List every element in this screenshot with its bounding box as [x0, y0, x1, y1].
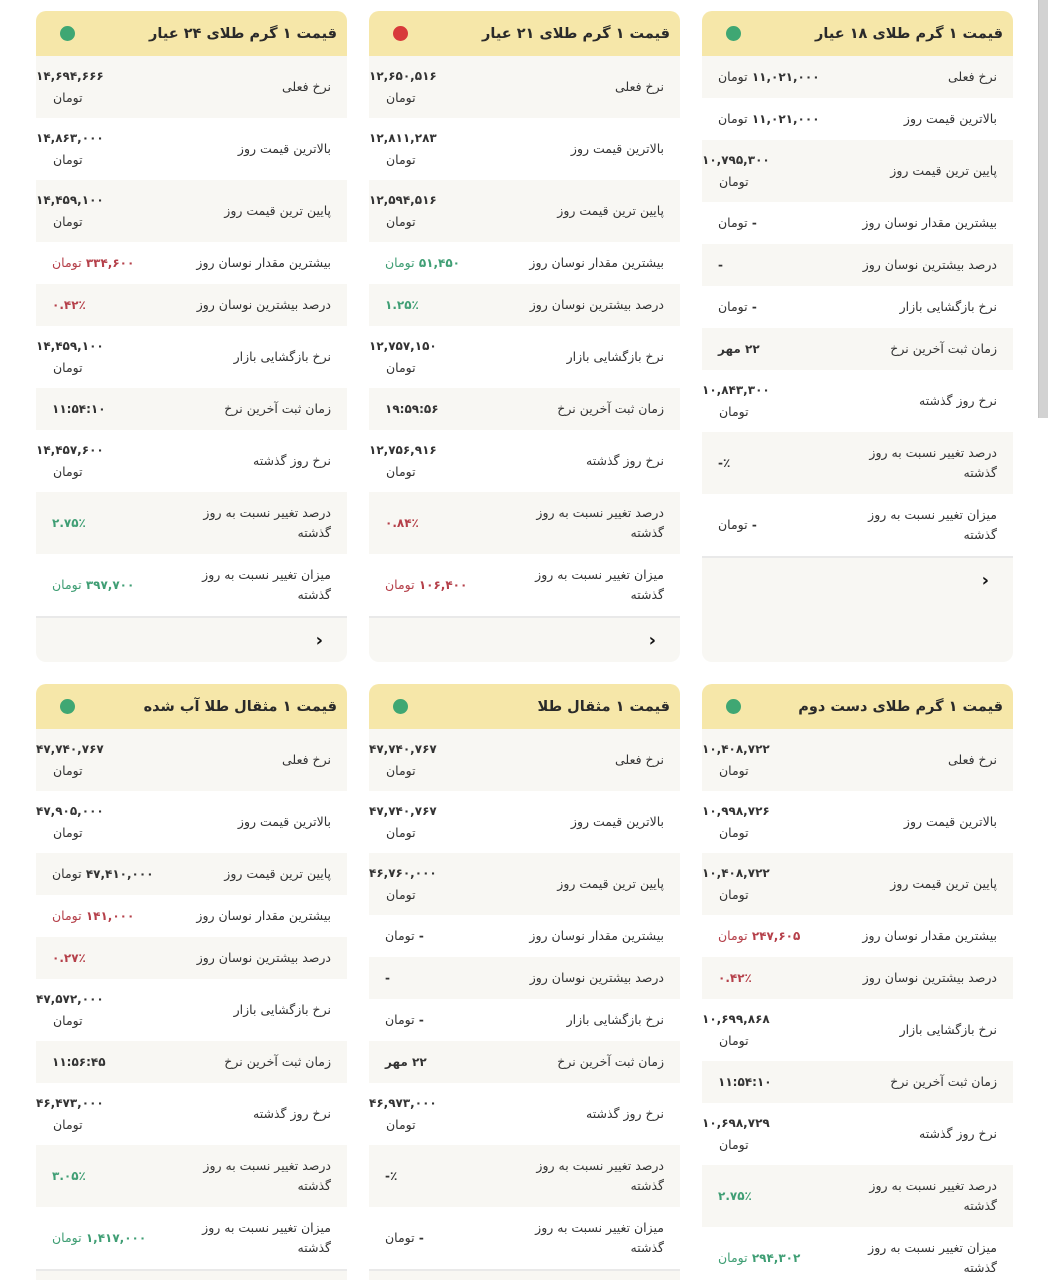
- row-label: میزان تغییر نسبت به روز گذشته: [535, 1220, 664, 1255]
- row-label: نرخ روز گذشته: [919, 393, 997, 408]
- row-value: ۴۷,۷۴۰,۷۶۷ تومان: [369, 742, 437, 778]
- row-max-fluctuation-percent: [369, 284, 680, 326]
- row-label: زمان ثبت آخرین نرخ: [224, 401, 331, 416]
- row-value: ۰.۲۷٪: [52, 950, 86, 965]
- row-market-open-rate: [36, 326, 347, 388]
- row-label: میزان تغییر نسبت به روز گذشته: [202, 567, 331, 602]
- row-label: نرخ روز گذشته: [586, 453, 664, 468]
- row-value: ۱۰,۴۰۸,۷۲۲ تومان: [702, 866, 770, 902]
- row-value: ۱۲,۷۵۷,۱۵۰ تومان: [369, 339, 437, 375]
- row-label: نرخ فعلی: [615, 752, 664, 767]
- row-label: پایین ترین قیمت روز: [557, 876, 664, 891]
- card-title: قیمت ۱ مثقال طلا: [537, 698, 670, 715]
- row-change-percent: [702, 1165, 1013, 1227]
- row-previous-day-rate: [702, 370, 1013, 432]
- gold-second-hand-card: [702, 684, 1013, 1280]
- row-label: نرخ بازگشایی بازار: [566, 1012, 664, 1027]
- row-label: بالاترین قیمت روز: [237, 814, 331, 829]
- row-label: درصد بیشترین نوسان روز: [196, 297, 331, 312]
- card-title: قیمت ۱ مثقال طلا آب شده: [143, 698, 337, 715]
- row-market-open-rate: [702, 999, 1013, 1061]
- row-current-rate: [369, 56, 680, 118]
- row-value: ۰.۸۴٪: [385, 515, 419, 530]
- row-label: پایین ترین قیمت روز: [890, 876, 997, 891]
- row-value: ۱۲,۸۱۱,۲۸۳ تومان: [369, 131, 437, 167]
- row-max-fluctuation-percent: [36, 937, 347, 979]
- row-label: نرخ فعلی: [615, 79, 664, 94]
- row-last-update-time: [702, 1061, 1013, 1103]
- row-label: زمان ثبت آخرین نرخ: [890, 341, 997, 356]
- row-label: درصد بیشترین نوسان روز: [529, 970, 664, 985]
- card-footer: [369, 616, 680, 662]
- row-label: پایین ترین قیمت روز: [224, 203, 331, 218]
- row-max-fluctuation: [369, 242, 680, 284]
- row-label: درصد تغییر نسبت به روز گذشته: [536, 1158, 664, 1193]
- row-label: میزان تغییر نسبت به روز گذشته: [868, 1240, 997, 1275]
- row-value: ۱۰,۹۹۸,۷۲۶ تومان: [702, 804, 770, 840]
- row-label: نرخ روز گذشته: [253, 1106, 331, 1121]
- row-label: پایین ترین قیمت روز: [557, 203, 664, 218]
- chevron-left-icon[interactable]: ‹: [315, 629, 323, 651]
- row-change-percent: [702, 432, 1013, 494]
- row-label: بالاترین قیمت روز: [570, 141, 664, 156]
- row-value: ۴۷,۴۱۰,۰۰۰ تومان: [52, 866, 154, 881]
- row-value: ۲۲ مهر: [385, 1054, 427, 1069]
- row-change-amount: [36, 554, 347, 616]
- row-value: - تومان: [385, 1012, 424, 1027]
- row-value: ۱۱,۰۲۱,۰۰۰ تومان: [718, 111, 820, 126]
- row-max-fluctuation: [36, 895, 347, 937]
- row-value: ۱۴۱,۰۰۰ تومان: [52, 908, 135, 923]
- page-scrollbar[interactable]: [1038, 0, 1048, 418]
- row-change-percent: [369, 492, 680, 554]
- row-day-low: [369, 180, 680, 242]
- row-value: ۱۴,۴۵۹,۱۰۰ تومان: [36, 339, 104, 375]
- row-value: ۱۰,۶۹۹,۸۶۸ تومان: [702, 1012, 770, 1048]
- gold-18k-card: [702, 11, 1013, 662]
- row-max-fluctuation-percent: [36, 284, 347, 326]
- row-value: - تومان: [718, 517, 757, 532]
- row-value: ۱۱:۵۶:۴۵: [52, 1054, 106, 1069]
- row-label: بالاترین قیمت روز: [903, 111, 997, 126]
- gold-24k-card: [36, 11, 347, 662]
- card-footer: [36, 1269, 347, 1280]
- row-day-high: [36, 118, 347, 180]
- row-max-fluctuation-percent: [702, 244, 1013, 286]
- row-value: ٪-: [385, 1168, 398, 1183]
- row-value: ۱۰۶,۴۰۰ تومان: [385, 577, 468, 592]
- row-day-low: [702, 140, 1013, 202]
- row-current-rate: [702, 729, 1013, 791]
- row-market-open-rate: [369, 326, 680, 388]
- row-day-high: [702, 98, 1013, 140]
- row-max-fluctuation: [369, 915, 680, 957]
- row-day-high: [369, 118, 680, 180]
- row-value: ۴۶,۴۷۳,۰۰۰ تومان: [36, 1096, 104, 1132]
- row-change-percent: [36, 492, 347, 554]
- row-value: ۰.۴۲٪: [718, 970, 752, 985]
- row-value: ۱۰,۷۹۵,۳۰۰ تومان: [702, 153, 770, 189]
- row-max-fluctuation-percent: [702, 957, 1013, 999]
- row-label: زمان ثبت آخرین نرخ: [557, 401, 664, 416]
- card-footer: [702, 556, 1013, 662]
- row-value: ۴۶,۹۷۳,۰۰۰ تومان: [369, 1096, 437, 1132]
- card-header: [36, 684, 347, 729]
- row-value: ۱.۲۵٪: [385, 297, 419, 312]
- row-value: ٪-: [718, 455, 731, 470]
- row-label: نرخ فعلی: [282, 752, 331, 767]
- row-label: بالاترین قیمت روز: [570, 814, 664, 829]
- row-label: نرخ روز گذشته: [919, 1126, 997, 1141]
- row-value: ۱۴,۸۶۳,۰۰۰ تومان: [36, 131, 104, 167]
- row-label: درصد تغییر نسبت به روز گذشته: [536, 505, 664, 540]
- row-current-rate: [36, 56, 347, 118]
- row-label: زمان ثبت آخرین نرخ: [224, 1054, 331, 1069]
- row-label: نرخ بازگشایی بازار: [899, 1022, 997, 1037]
- row-last-update-time: [36, 1041, 347, 1083]
- card-title: قیمت ۱ گرم طلای ۱۸ عیار: [815, 25, 1003, 42]
- row-label: بیشترین مقدار نوسان روز: [529, 255, 664, 270]
- row-value: ۱۲,۶۵۰,۵۱۶ تومان: [369, 69, 437, 105]
- row-day-high: [702, 791, 1013, 853]
- row-previous-day-rate: [36, 1083, 347, 1145]
- chevron-left-icon[interactable]: ‹: [981, 570, 989, 591]
- row-value: ۱۴,۴۵۷,۶۰۰ تومان: [36, 443, 104, 479]
- row-previous-day-rate: [702, 1103, 1013, 1165]
- row-value: ۴۷,۷۴۰,۷۶۷ تومان: [369, 804, 437, 840]
- row-last-update-time: [369, 388, 680, 430]
- row-label: درصد تغییر نسبت به روز گذشته: [203, 1158, 331, 1193]
- row-value: ۲۹۴,۳۰۲ تومان: [718, 1250, 801, 1265]
- row-market-open-rate: [702, 286, 1013, 328]
- row-day-low: [702, 853, 1013, 915]
- row-day-low: [369, 853, 680, 915]
- row-value: ۲۴۷,۶۰۵ تومان: [718, 928, 801, 943]
- row-label: درصد بیشترین نوسان روز: [196, 950, 331, 965]
- card-header: [702, 11, 1013, 56]
- row-day-low: [36, 180, 347, 242]
- status-dot-icon: [726, 26, 741, 41]
- row-value: ۴۷,۷۴۰,۷۶۷ تومان: [36, 742, 104, 778]
- row-previous-day-rate: [369, 430, 680, 492]
- row-last-update-time: [702, 328, 1013, 370]
- row-change-percent: [369, 1145, 680, 1207]
- row-change-amount: [702, 1227, 1013, 1280]
- row-value: ۱۴,۶۹۴,۶۶۶ تومان: [36, 69, 104, 105]
- row-value: ۵۱,۴۵۰ تومان: [385, 255, 460, 270]
- gold-mesghal-melted-card: [36, 684, 347, 1280]
- row-value: - تومان: [385, 928, 424, 943]
- row-value: ۱۰,۴۰۸,۷۲۲ تومان: [702, 742, 770, 778]
- row-value: - تومان: [718, 215, 757, 230]
- row-value: ۴۶,۷۶۰,۰۰۰ تومان: [369, 866, 437, 902]
- row-label: میزان تغییر نسبت به روز گذشته: [868, 507, 997, 542]
- chevron-left-icon[interactable]: ‹: [648, 629, 656, 651]
- gold-mesghal-card: [369, 684, 680, 1280]
- row-label: بالاترین قیمت روز: [237, 141, 331, 156]
- row-label: درصد تغییر نسبت به روز گذشته: [869, 445, 997, 480]
- row-label: بیشترین مقدار نوسان روز: [862, 215, 997, 230]
- row-last-update-time: [369, 1041, 680, 1083]
- row-value: ۲۲ مهر: [718, 341, 760, 356]
- row-label: بیشترین مقدار نوسان روز: [862, 928, 997, 943]
- row-day-low: [36, 853, 347, 895]
- row-label: درصد تغییر نسبت به روز گذشته: [203, 505, 331, 540]
- row-label: نرخ بازگشایی بازار: [899, 299, 997, 314]
- row-label: نرخ فعلی: [282, 79, 331, 94]
- row-label: بیشترین مقدار نوسان روز: [196, 255, 331, 270]
- card-title: قیمت ۱ گرم طلای ۲۱ عیار: [482, 25, 670, 42]
- row-label: درصد بیشترین نوسان روز: [862, 257, 997, 272]
- row-value: -: [385, 970, 390, 985]
- row-value: ۱۰,۶۹۸,۷۲۹ تومان: [702, 1116, 770, 1152]
- row-day-high: [369, 791, 680, 853]
- row-label: درصد بیشترین نوسان روز: [529, 297, 664, 312]
- row-value: ۱۱:۵۴:۱۰: [52, 401, 106, 416]
- row-change-amount: [702, 494, 1013, 556]
- card-footer: [369, 1269, 680, 1280]
- row-label: زمان ثبت آخرین نرخ: [890, 1074, 997, 1089]
- row-label: بالاترین قیمت روز: [903, 814, 997, 829]
- row-change-amount: [36, 1207, 347, 1269]
- status-dot-icon: [393, 699, 408, 714]
- row-value: ۲.۷۵٪: [718, 1188, 752, 1203]
- row-max-fluctuation: [702, 915, 1013, 957]
- row-last-update-time: [36, 388, 347, 430]
- row-label: بیشترین مقدار نوسان روز: [196, 908, 331, 923]
- row-label: پایین ترین قیمت روز: [890, 163, 997, 178]
- row-label: نرخ روز گذشته: [586, 1106, 664, 1121]
- card-title: قیمت ۱ گرم طلای ۲۴ عیار: [149, 25, 337, 42]
- row-value: ۳۳۴,۶۰۰ تومان: [52, 255, 135, 270]
- card-header: [369, 11, 680, 56]
- row-change-amount: [369, 1207, 680, 1269]
- row-value: ۳۹۷,۷۰۰ تومان: [52, 577, 135, 592]
- row-previous-day-rate: [369, 1083, 680, 1145]
- row-value: ۱۹:۵۹:۵۶: [385, 401, 439, 416]
- row-label: نرخ روز گذشته: [253, 453, 331, 468]
- row-label: درصد بیشترین نوسان روز: [862, 970, 997, 985]
- row-value: -: [718, 257, 723, 272]
- row-label: بیشترین مقدار نوسان روز: [529, 928, 664, 943]
- row-max-fluctuation: [36, 242, 347, 284]
- row-label: میزان تغییر نسبت به روز گذشته: [535, 567, 664, 602]
- row-max-fluctuation: [702, 202, 1013, 244]
- row-label: نرخ بازگشایی بازار: [233, 349, 331, 364]
- status-dot-icon: [60, 26, 75, 41]
- row-value: ۱۱,۰۲۱,۰۰۰ تومان: [718, 69, 820, 84]
- row-value: ۱۲,۵۹۴,۵۱۶ تومان: [369, 193, 437, 229]
- row-value: ۲.۷۵٪: [52, 515, 86, 530]
- row-value: ۱۴,۴۵۹,۱۰۰ تومان: [36, 193, 104, 229]
- row-previous-day-rate: [36, 430, 347, 492]
- row-label: نرخ بازگشایی بازار: [566, 349, 664, 364]
- row-label: میزان تغییر نسبت به روز گذشته: [202, 1220, 331, 1255]
- row-value: ۰.۴۲٪: [52, 297, 86, 312]
- card-footer: [36, 616, 347, 662]
- row-market-open-rate: [369, 999, 680, 1041]
- row-label: زمان ثبت آخرین نرخ: [557, 1054, 664, 1069]
- status-dot-icon: [726, 699, 741, 714]
- row-label: نرخ فعلی: [948, 752, 997, 767]
- card-title: قیمت ۱ گرم طلای دست دوم: [798, 698, 1003, 715]
- status-dot-icon: [60, 699, 75, 714]
- row-label: نرخ فعلی: [948, 69, 997, 84]
- card-header: [702, 684, 1013, 729]
- row-value: ۴۷,۵۷۲,۰۰۰ تومان: [36, 992, 104, 1028]
- row-value: ۴۷,۹۰۵,۰۰۰ تومان: [36, 804, 104, 840]
- row-change-percent: [36, 1145, 347, 1207]
- row-value: ۱۰,۸۴۳,۳۰۰ تومان: [702, 383, 770, 419]
- row-label: نرخ بازگشایی بازار: [233, 1002, 331, 1017]
- row-value: - تومان: [718, 299, 757, 314]
- row-day-high: [36, 791, 347, 853]
- card-header: [36, 11, 347, 56]
- row-change-amount: [369, 554, 680, 616]
- row-current-rate: [36, 729, 347, 791]
- row-max-fluctuation-percent: [369, 957, 680, 999]
- row-label: درصد تغییر نسبت به روز گذشته: [869, 1178, 997, 1213]
- card-header: [369, 684, 680, 729]
- row-market-open-rate: [36, 979, 347, 1041]
- gold-21k-card: [369, 11, 680, 662]
- row-current-rate: [702, 56, 1013, 98]
- row-value: ۱,۴۱۷,۰۰۰ تومان: [52, 1230, 147, 1245]
- row-label: پایین ترین قیمت روز: [224, 866, 331, 881]
- row-value: ۱۲,۷۵۶,۹۱۶ تومان: [369, 443, 437, 479]
- row-value: - تومان: [385, 1230, 424, 1245]
- status-dot-icon: [393, 26, 408, 41]
- row-value: ۳.۰۵٪: [52, 1168, 86, 1183]
- row-current-rate: [369, 729, 680, 791]
- row-value: ۱۱:۵۴:۱۰: [718, 1074, 772, 1089]
